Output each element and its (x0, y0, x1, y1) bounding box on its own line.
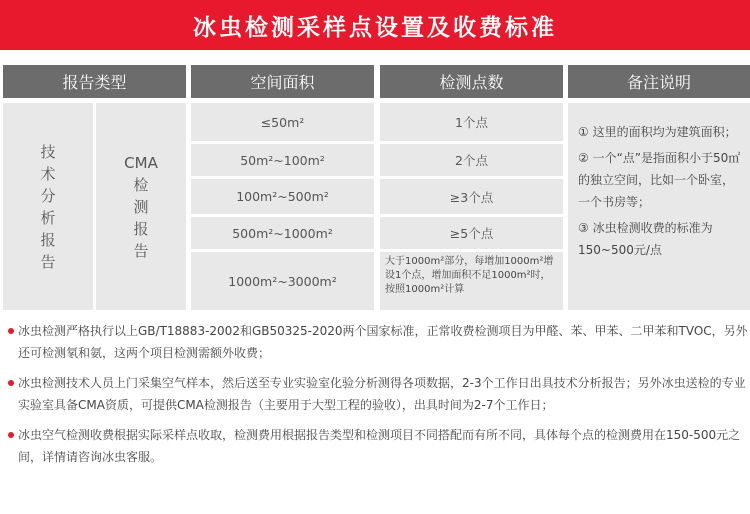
header-report-type: 报告类型 (3, 65, 186, 98)
bullet-item (8, 424, 748, 468)
bullet-list (8, 320, 748, 476)
area-cell: 100m²~500m² (191, 179, 374, 214)
points-cell: 1个点 (380, 103, 563, 141)
report-type-char: 告 (133, 241, 149, 260)
note-item: ① 这里的面积均为建筑面积； (578, 125, 737, 139)
area-cell: 50m²~100m² (191, 144, 374, 176)
report-type-char: 技 (40, 142, 56, 161)
header-points: 检测点数 (380, 65, 563, 98)
points-cell: ≥3个点 (380, 179, 563, 214)
points-cell: ≥5个点 (380, 217, 563, 249)
bullet-text: 冰虫空气检测收费根据实际采样点收取，检测费用根据报告类型和检测项目不同搭配而有所不同，具体每个点的检测费用在150-500元之间，详情请咨询冰虫客服。 (18, 428, 741, 464)
bullet-dot-icon (8, 432, 14, 438)
bullet-item (8, 372, 748, 416)
area-cell: 500m²~1000m² (191, 217, 374, 249)
report-type-char: 检 (133, 175, 149, 194)
note-item: ② 一个“点”是指面积小于50㎡的独立空间，比如一个卧室，一个书房等； (578, 151, 741, 209)
report-type-char: 分 (40, 186, 56, 205)
bullet-text: 冰虫检测技术人员上门采集空气样本，然后送至专业实验室化验分析测得各项数据，2-3个工作日出具技术分析报告；另外冰虫送检的专业实验室具备CMA资质，可提供CMA检测报告（主要用于大型工程的验收），出具时间为2-7个工作日； (18, 376, 746, 412)
report-type-technical (3, 103, 93, 310)
area-cell: ≤50m² (191, 103, 374, 141)
report-type-cma (96, 103, 186, 310)
notes-cell (568, 103, 750, 310)
bullet-text: 冰虫检测严格执行以上GB/T18883-2002和GB50325-2020两个国家标准，正常收费检测项目为甲醛、苯、甲苯、二甲苯和TVOC，另外还可检测氡和氨，这两个项目检测需额外收费； (18, 324, 748, 360)
page-title: 冰虫检测采样点设置及收费标准 (0, 0, 750, 50)
header-notes: 备注说明 (568, 65, 750, 98)
note-item: ③ 冰虫检测收费的标准为150~500元/点 (578, 221, 713, 257)
report-type-char: 报 (133, 219, 149, 238)
header-area: 空间面积 (191, 65, 374, 98)
report-type-char: 析 (40, 208, 56, 227)
points-cell: 2个点 (380, 144, 563, 176)
report-type-char: 告 (40, 252, 56, 271)
bullet-dot-icon (8, 380, 14, 386)
points-cell-large-area: 大于1000m²部分，每增加1000m²增设1个点，增加面积不足1000m²时，按照1000m²计算 (380, 252, 563, 310)
area-cell: 1000m²~3000m² (191, 252, 374, 310)
report-type-char: 报 (40, 230, 56, 249)
report-type-char: CMA (124, 153, 158, 172)
bullet-dot-icon (8, 328, 14, 334)
report-type-char: 测 (133, 197, 149, 216)
report-type-char: 术 (40, 164, 56, 183)
bullet-item (8, 320, 748, 364)
